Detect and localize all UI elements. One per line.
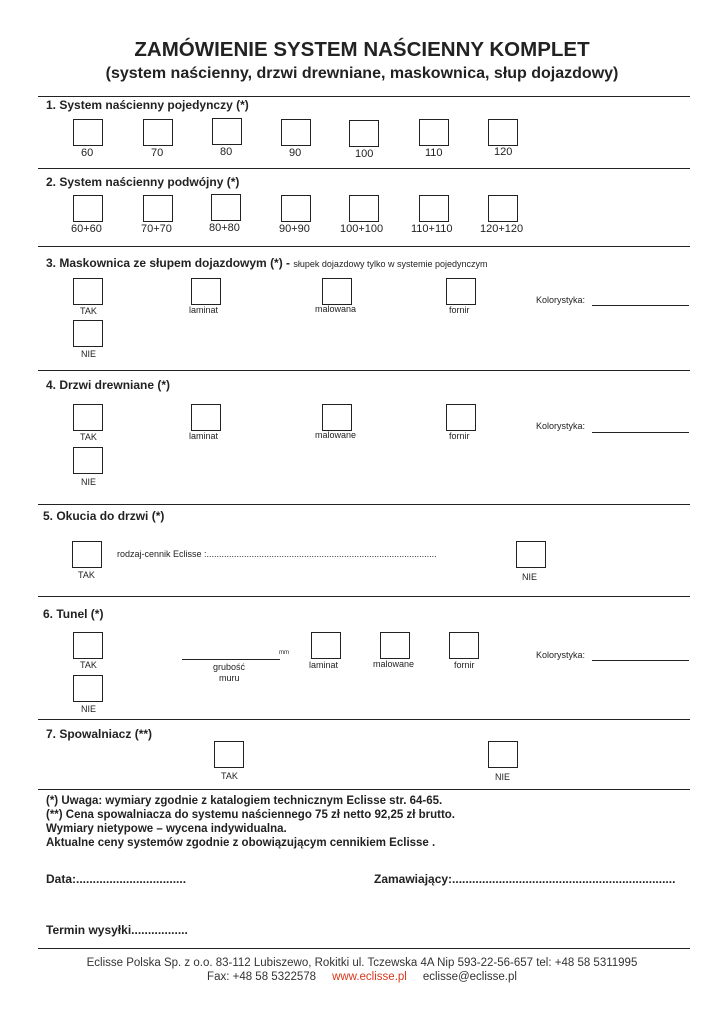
tunel-nie-label: NIE bbox=[81, 704, 97, 714]
divider bbox=[38, 370, 690, 371]
spowalniacz-tak-checkbox[interactable] bbox=[214, 741, 244, 768]
size-80x2-label: 80+80 bbox=[209, 222, 240, 234]
divider bbox=[38, 789, 690, 790]
size-100-label: 100 bbox=[355, 148, 374, 160]
tunel-nie-checkbox[interactable] bbox=[73, 675, 103, 702]
tunel-malowane-label: malowane bbox=[373, 659, 415, 669]
door-nie-label: NIE bbox=[81, 477, 97, 487]
note-2: (**) Cena spowalniacza do systemu naściennego 75 zł netto 92,25 zł brutto. bbox=[46, 809, 455, 821]
size-120-checkbox[interactable] bbox=[488, 119, 518, 146]
mm-unit: mm bbox=[279, 650, 289, 656]
size-60x2-checkbox[interactable] bbox=[73, 195, 103, 222]
mask-nie-checkbox[interactable] bbox=[73, 320, 103, 347]
section-3-note: słupek dojazdowy tylko w systemie pojedynczym bbox=[293, 259, 488, 269]
door-kolor-input[interactable] bbox=[592, 432, 689, 433]
size-60x2-label: 60+60 bbox=[71, 223, 102, 235]
divider bbox=[38, 168, 690, 169]
data-field[interactable]: Data:................................. bbox=[46, 872, 187, 886]
size-80-label: 80 bbox=[220, 146, 233, 158]
size-110-label: 110 bbox=[425, 147, 443, 159]
size-110x2-label: 110+110 bbox=[411, 223, 453, 235]
okucia-tak-label: TAK bbox=[78, 570, 95, 580]
size-70-label: 70 bbox=[151, 147, 164, 159]
door-tak-checkbox[interactable] bbox=[73, 404, 103, 431]
spowalniacz-nie-label: NIE bbox=[495, 772, 511, 782]
divider bbox=[38, 504, 690, 505]
size-90x2-checkbox[interactable] bbox=[281, 195, 311, 222]
size-70x2-checkbox[interactable] bbox=[143, 195, 173, 222]
okucia-nie-label: NIE bbox=[522, 572, 538, 582]
size-70-checkbox[interactable] bbox=[143, 119, 173, 146]
grubosc-input[interactable] bbox=[182, 659, 280, 660]
mask-tak-label: TAK bbox=[80, 306, 97, 316]
door-malowane-label: malowane bbox=[315, 430, 357, 440]
tunel-laminat-label: laminat bbox=[309, 660, 339, 670]
divider bbox=[38, 948, 690, 949]
size-110-checkbox[interactable] bbox=[419, 119, 449, 146]
door-laminat-checkbox[interactable] bbox=[191, 404, 221, 431]
door-tak-label: TAK bbox=[80, 432, 97, 442]
size-90x2-label: 90+90 bbox=[279, 223, 310, 235]
section-6-title: 6. Tunel (*) bbox=[43, 607, 104, 621]
okucia-tak-checkbox[interactable] bbox=[72, 541, 102, 568]
note-4: Aktualne ceny systemów zgodnie z obowiązującym cennikiem Eclisse . bbox=[46, 837, 436, 849]
muru-label: muru bbox=[219, 673, 240, 683]
fax: Fax: +48 58 5322578 bbox=[207, 971, 317, 983]
termin-wysylki-field[interactable]: Termin wysyłki................. bbox=[46, 923, 188, 937]
divider bbox=[38, 246, 690, 247]
tunel-tak-checkbox[interactable] bbox=[73, 632, 103, 659]
page-subtitle: (system naścienny, drzwi drewniane, maskownica, słup dojazdowy) bbox=[105, 65, 619, 82]
size-100x2-checkbox[interactable] bbox=[349, 195, 379, 222]
door-kolor-label: Kolorystyka: bbox=[536, 421, 586, 431]
divider bbox=[38, 596, 690, 597]
spowalniacz-tak-label: TAK bbox=[221, 771, 238, 781]
tunel-fornir-label: fornir bbox=[454, 660, 475, 670]
grubosc-label: grubość bbox=[213, 662, 246, 672]
okucia-rodzaj-field[interactable]: rodzaj-cennik Eclisse :............................................................................................ bbox=[117, 549, 437, 559]
mask-nie-label: NIE bbox=[81, 349, 97, 359]
size-70x2-label: 70+70 bbox=[141, 223, 172, 235]
size-60-checkbox[interactable] bbox=[73, 119, 103, 146]
page-title: ZAMÓWIENIE SYSTEM NAŚCIENNY KOMPLET bbox=[134, 38, 590, 61]
company-info: Eclisse Polska Sp. z o.o. 83-112 Lubiszewo, Rokitki ul. Tczewska 4A Nip 593-22-56-657 tel: +48 58 5311995 bbox=[86, 957, 638, 969]
size-60-label: 60 bbox=[81, 147, 94, 159]
size-120x2-checkbox[interactable] bbox=[488, 195, 518, 222]
size-110x2-checkbox[interactable] bbox=[419, 195, 449, 222]
door-malowane-checkbox[interactable] bbox=[322, 404, 352, 431]
door-fornir-label: fornir bbox=[449, 431, 470, 441]
door-fornir-checkbox[interactable] bbox=[446, 404, 476, 431]
section-3-title bbox=[46, 256, 488, 270]
contact-line-2 bbox=[0, 971, 724, 983]
section-3-title-text: 3. Maskownica ze słupem dojazdowym (*) - bbox=[46, 256, 291, 270]
spowalniacz-nie-checkbox[interactable] bbox=[488, 741, 518, 768]
section-5-title: 5. Okucia do drzwi (*) bbox=[43, 509, 165, 523]
website-link[interactable]: www.eclisse.pl bbox=[332, 971, 407, 983]
mask-laminat-checkbox[interactable] bbox=[191, 278, 221, 305]
tunel-tak-label: TAK bbox=[80, 660, 97, 670]
tunel-fornir-checkbox[interactable] bbox=[449, 632, 479, 659]
mask-kolor-label: Kolorystyka: bbox=[536, 295, 586, 305]
section-1-title: 1. System naścienny pojedynczy (*) bbox=[46, 98, 249, 112]
size-100-checkbox[interactable] bbox=[349, 120, 379, 147]
door-laminat-label: laminat bbox=[189, 431, 219, 441]
size-90-checkbox[interactable] bbox=[281, 119, 311, 146]
tunel-kolor-label: Kolorystyka: bbox=[536, 650, 586, 660]
divider bbox=[38, 96, 690, 97]
okucia-nie-checkbox[interactable] bbox=[516, 541, 546, 568]
mask-kolor-input[interactable] bbox=[592, 305, 689, 306]
tunel-malowane-checkbox[interactable] bbox=[380, 632, 410, 659]
section-4-title: 4. Drzwi drewniane (*) bbox=[46, 378, 171, 392]
mask-laminat-label: laminat bbox=[189, 305, 219, 315]
tunel-laminat-checkbox[interactable] bbox=[311, 632, 341, 659]
mask-malowana-label: malowana bbox=[315, 304, 357, 314]
size-100x2-label: 100+100 bbox=[340, 223, 384, 235]
door-nie-checkbox[interactable] bbox=[73, 447, 103, 474]
size-80x2-checkbox[interactable] bbox=[211, 194, 241, 221]
tunel-kolor-input[interactable] bbox=[592, 660, 689, 661]
mask-malowana-checkbox[interactable] bbox=[322, 278, 352, 305]
mask-fornir-label: fornir bbox=[449, 305, 470, 315]
mask-fornir-checkbox[interactable] bbox=[446, 278, 476, 305]
note-1: (*) Uwaga: wymiary zgodnie z katalogiem technicznym Eclisse str. 64-65. bbox=[46, 795, 443, 807]
zamawiajacy-field[interactable]: Zamawiający:................................................................... bbox=[374, 872, 676, 886]
email-link[interactable]: eclisse@eclisse.pl bbox=[422, 971, 517, 983]
size-120-label: 120 bbox=[494, 146, 513, 158]
size-120x2-label: 120+120 bbox=[480, 223, 524, 235]
mask-tak-checkbox[interactable] bbox=[73, 278, 103, 305]
note-3: Wymiary nietypowe – wycena indywidualna. bbox=[46, 823, 287, 835]
size-80-checkbox[interactable] bbox=[212, 118, 242, 145]
size-90-label: 90 bbox=[289, 147, 302, 159]
divider bbox=[38, 719, 690, 720]
section-2-title: 2. System naścienny podwójny (*) bbox=[46, 175, 240, 189]
section-7-title: 7. Spowalniacz (**) bbox=[46, 727, 153, 741]
